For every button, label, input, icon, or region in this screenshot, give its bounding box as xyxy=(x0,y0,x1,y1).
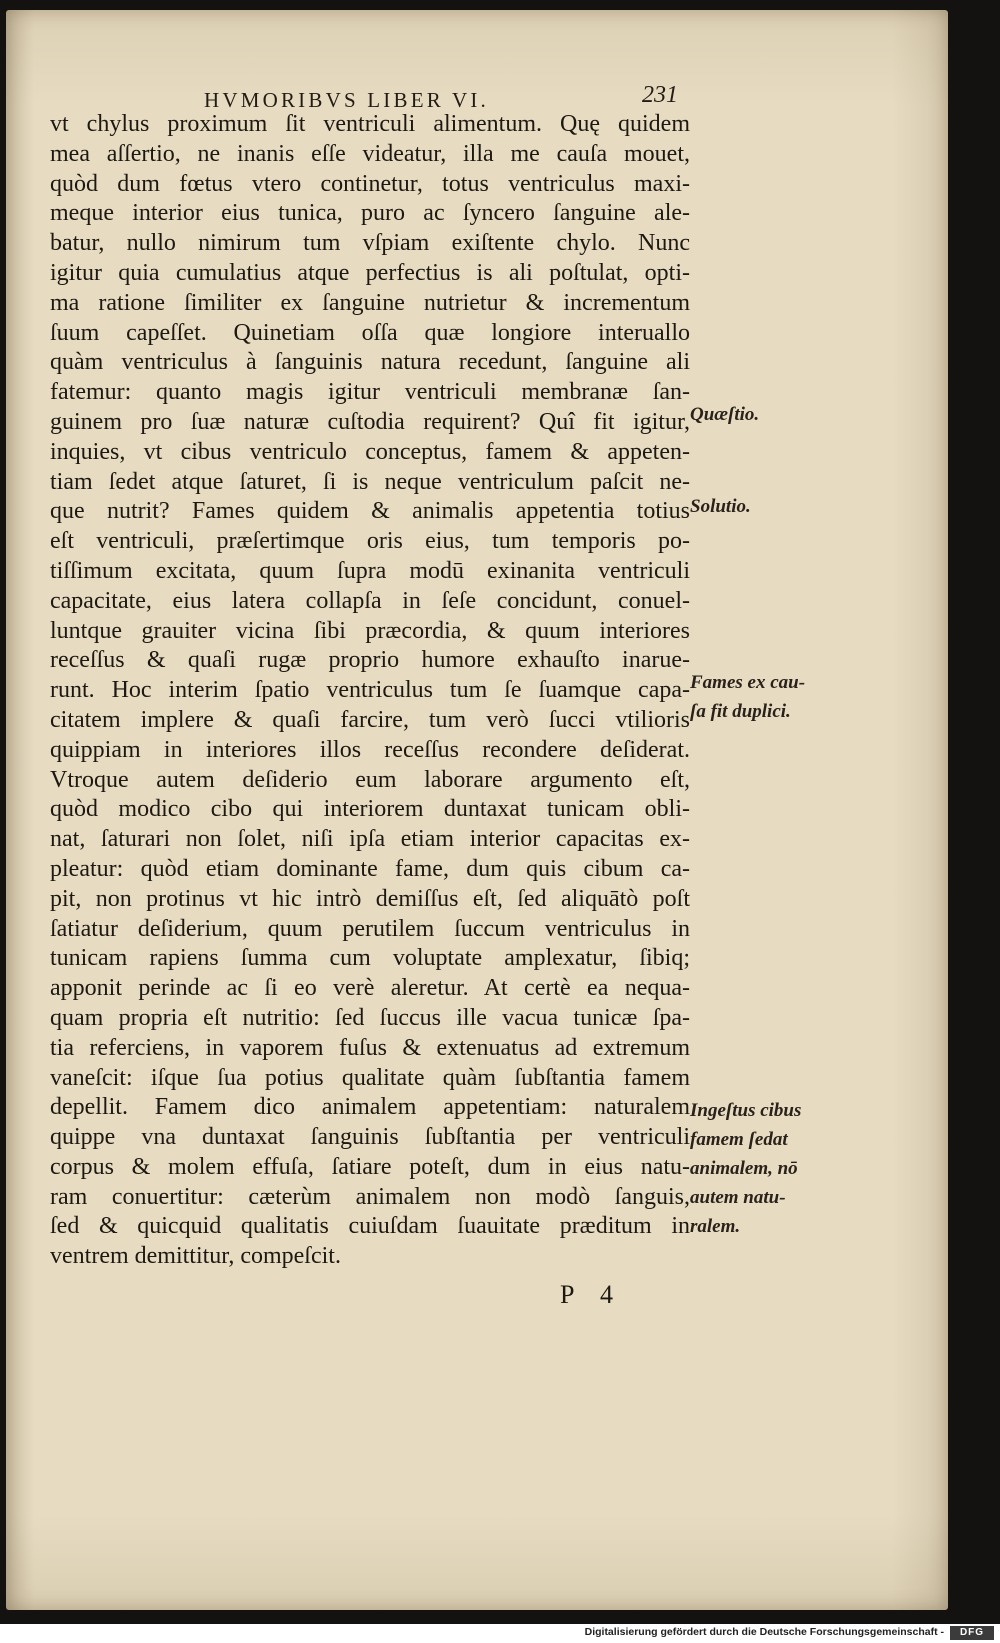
body-text xyxy=(50,110,690,1272)
text-line: inquies, vt cibus ventriculo conceptus, famem & appeten- xyxy=(50,438,690,465)
text-line: ram conuertitur: cæterùm animalem non modò ſanguis, xyxy=(50,1183,690,1210)
text-line: vt chylus proximum ſit ventriculi alimentum. Quę quidem xyxy=(50,111,690,137)
text-line: citatem implere & quaſi farcire, tum verò ſucci vtilioris xyxy=(50,706,690,733)
marginal-note-line: famem ſedat xyxy=(690,1129,788,1150)
text-line: ſuum capeſſet. Quinetiam oſſa quæ longiore interuallo xyxy=(50,319,690,346)
text-line: ſed & quicquid qualitatis cuiuſdam ſuauitate præditum in xyxy=(50,1213,690,1240)
text-line: que nutrit? Fames quidem & animalis appetentia totius xyxy=(50,498,690,525)
text-line: quòd modico cibo qui interiorem duntaxat tunicam obli- xyxy=(50,796,690,823)
text-line: ventrem demittitur, compeſcit. xyxy=(50,1243,341,1270)
text-line: ſatiatur deſiderium, quum perutilem ſuccum ventriculus in xyxy=(50,915,690,942)
text-line: meque interior eius tunica, puro ac ſyncero ſanguine ale- xyxy=(50,200,690,227)
marginal-note-solutio xyxy=(690,492,840,521)
text-line: mea aſſertio, ne inanis eſſe videatur, illa me cauſa mouet, xyxy=(50,140,690,167)
text-line: tiſſimum excitata, quum ſupra modū exinanita ventriculi xyxy=(50,557,690,584)
dfg-logo-icon: DFG xyxy=(950,1626,994,1640)
text-line: tunicam rapiens ſumma cum voluptate amplexatur, ſibiq; xyxy=(50,945,690,972)
text-line: depellit. Famem dico animalem appetentiam: naturalem xyxy=(50,1094,690,1121)
marginal-note-line: Ingeſtus cibus xyxy=(690,1100,802,1121)
text-line: tiam ſedet atque ſaturet, ſi is neque ventriculum paſcit ne- xyxy=(50,468,690,495)
signature-mark: P 4 xyxy=(560,1280,623,1309)
marginal-note-line: ralem. xyxy=(690,1216,741,1237)
running-head-title: HVMORIBVS LIBER VI. xyxy=(204,88,490,112)
text-line: quam propria eſt nutritio: ſed ſuccus ille vacua tunicæ ſpa- xyxy=(50,1004,690,1031)
text-line: pleatur: quòd etiam dominante fame, dum quis cibum ca- xyxy=(50,855,690,882)
marginal-note-line: Quæſtio. xyxy=(690,404,760,425)
text-line: fatemur: quanto magis igitur ventriculi membranæ ſan- xyxy=(50,379,690,406)
text-line: quàm ventriculus à ſanguinis natura recedunt, ſanguine ali xyxy=(50,349,690,376)
text-line: Vtroque autem deſiderio eum laborare argumento eſt, xyxy=(50,766,690,793)
text-line: receſſus & quaſi rugæ proprio humore exhauſto inarue- xyxy=(50,647,690,674)
marginal-note-line: ſa fit duplici. xyxy=(690,701,791,722)
marginal-note-quaestio xyxy=(690,400,840,429)
marginal-note-line: animalem, nō xyxy=(690,1158,798,1179)
footer-credit: Digitalisierung gefördert durch die Deutsche Forschungsgemeinschaft - xyxy=(584,1626,944,1638)
text-line: capacitate, eius latera collapſa in ſeſe concidunt, conuel- xyxy=(50,587,690,614)
text-line: pit, non protinus vt hic intrò demiſſus eſt, ſed aliquātò poſt xyxy=(50,885,690,912)
marginal-note-line: Fames ex cau- xyxy=(690,672,806,693)
text-line: corpus & molem effuſa, ſatiare poteſt, dum in eius natu- xyxy=(50,1153,690,1180)
text-line: nat, ſaturari non ſolet, niſi ipſa etiam interior capacitas ex- xyxy=(50,826,690,853)
marginal-note-line: autem natu- xyxy=(690,1187,786,1208)
marginal-note-ingestus xyxy=(690,1096,840,1241)
text-line: ma ratione ſimiliter ex ſanguine nutrietur & incrementum xyxy=(50,289,690,316)
text-line: apponit perinde ac ſi eo verè aleretur. At certè ea nequa- xyxy=(50,975,690,1002)
marginal-note-fames xyxy=(690,668,840,726)
text-line: runt. Hoc interim ſpatio ventriculus tum ſe ſuamque capa- xyxy=(50,677,690,704)
text-line: vaneſcit: iſque ſua potius qualitate quàm ſubſtantia famem xyxy=(50,1064,690,1091)
text-line: tia referciens, in vaporem fuſus & extenuatus ad extremum xyxy=(50,1034,690,1061)
text-line: igitur quia cumulatius atque perfectius is ali poſtulat, opti- xyxy=(50,259,690,286)
text-line: batur, nullo nimirum tum vſpiam exiſtente chylo. Nunc xyxy=(50,230,690,257)
text-line: quòd dum fœtus vtero continetur, totus ventriculus maxi- xyxy=(50,170,690,197)
text-line: luntque grauiter vicina ſibi præcordia, & quum interiores xyxy=(50,617,690,644)
marginal-note-line: Solutio. xyxy=(690,496,751,517)
text-line: quippiam in interiores illos receſſus recondere deſiderat. xyxy=(50,736,690,763)
text-line: quippe vna duntaxat ſanguinis ſubſtantia per ventriculi xyxy=(50,1124,690,1151)
text-line: eſt ventriculi, præſertimque oris eius, tum temporis po- xyxy=(50,528,690,555)
page-number: 231 xyxy=(642,82,678,108)
text-line: guinem pro ſuæ naturæ cuſtodia requirent? Quî fit igitur, xyxy=(50,408,690,435)
